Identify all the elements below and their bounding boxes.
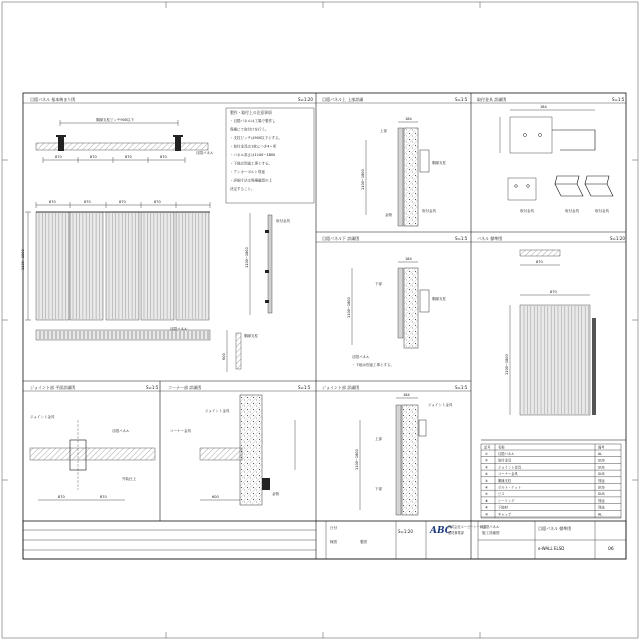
tb-drawing-title: 施工詳細図 — [482, 531, 500, 535]
span-dim-3: 870 — [125, 155, 132, 159]
upper-wall — [404, 128, 418, 226]
note-line: ・詳細寸法は現場確認の上 — [230, 178, 272, 183]
tb-date-label: 日付 — [330, 526, 337, 530]
view-bracket-detail — [500, 105, 613, 213]
frame-scale-bm: S=1:5 — [298, 385, 311, 390]
std-width-dim: 870 — [550, 290, 557, 294]
upper-bracket — [420, 150, 429, 172]
legend-mark: ⑩ — [485, 512, 488, 517]
frame-scale-tl: S=1:20 — [298, 97, 313, 102]
frame-title-tm: 目隠パネル上 上部詳細 — [322, 97, 364, 102]
corner-fitting-label: コーナー金具 — [170, 429, 191, 433]
side-section-panel — [268, 215, 272, 313]
bracket-plan-label: 取付金具 — [520, 209, 534, 213]
view-panel-standard — [505, 250, 596, 415]
view-joint-detail — [355, 393, 453, 515]
side-post-label: 胴縁支柱 — [244, 334, 258, 338]
upper-metal-label: 金物 — [385, 213, 392, 217]
legend-mark: ⑨ — [485, 505, 488, 510]
company-name: 株式会社エービーシー商会 — [448, 525, 487, 529]
tb-sheet-no: 06 — [608, 547, 614, 552]
frame-scale-mm: S=1:5 — [455, 236, 468, 241]
side-bracket-label: 取付金具 — [276, 219, 290, 223]
upper-bracket-label: 取付金具 — [422, 209, 436, 213]
strip-label: 目隠パネル — [170, 327, 188, 331]
jd-height-dim: 1100~1800 — [355, 449, 359, 470]
view-corner — [170, 395, 295, 505]
note-line: ・取付金具は1枚につき4ヶ所 — [230, 144, 277, 149]
legend-note: 別途 — [598, 478, 605, 483]
corner-panel — [200, 448, 242, 460]
legend-mark: ④ — [485, 472, 488, 477]
upper-top-label: 上部 — [380, 129, 387, 133]
jd-panel — [396, 405, 401, 515]
legend-rows — [481, 451, 621, 517]
joint-dim-2: 870 — [100, 495, 107, 499]
frame-scale-bl: S=1:5 — [146, 385, 159, 390]
std-panel — [520, 305, 590, 415]
legend-mark: ③ — [485, 465, 488, 470]
note-line: ・支柱ピッチは900以下とする。 — [230, 136, 283, 140]
legend-note: AL — [598, 512, 603, 517]
elev-panel — [106, 212, 139, 320]
legend-mark: ⑥ — [485, 485, 488, 490]
lower-dim-184: 184 — [405, 257, 412, 261]
frame-title-bm: コーナー部 詳細図 — [168, 385, 202, 390]
legend-head-note: 備考 — [598, 445, 605, 450]
view-upper-detail — [361, 117, 446, 226]
note-line: ・パネル高さは1100~1800 — [230, 153, 276, 157]
joint-dim-1: 870 — [58, 495, 65, 499]
legend-mark: ⑤ — [485, 478, 488, 483]
legend-name: キャップ — [498, 512, 512, 517]
legend-table — [481, 444, 621, 518]
legend-name: コーナー金具 — [498, 472, 518, 477]
joint-outer-label: 外装仕上 — [122, 477, 136, 481]
frame-title-bl: ジョイント部 平面詳細図 — [30, 385, 76, 390]
joint-panel-section — [30, 448, 155, 460]
frame-title-mm: 目隠パネル下 詳細図 — [322, 236, 360, 241]
legend-mark: ② — [485, 458, 488, 463]
frame-title-bmm: ジョイント部 詳細図 — [322, 385, 360, 390]
std-post — [592, 318, 596, 415]
tb-draw-label: 製図 — [360, 540, 367, 544]
frame-scale-mr: S=1:20 — [610, 236, 625, 241]
joint-panel-label: 目隠パネル — [112, 429, 130, 433]
tb-drawing-name: 目隠パネル — [482, 525, 500, 529]
jd-wall — [402, 405, 418, 515]
legend-note: SUS — [598, 472, 605, 477]
upper-panel — [398, 128, 403, 226]
legend-name: ビス — [498, 492, 505, 497]
company-dept: 建材事業部 — [448, 531, 464, 535]
elevation-panels — [36, 212, 210, 320]
tb-check-label: 検図 — [330, 540, 337, 544]
legend-name: ジョイント金具 — [498, 465, 522, 470]
notes-title: 製作・取付上の注意事項 — [230, 110, 272, 115]
notes-box — [226, 108, 314, 203]
legend-note: SUS — [598, 485, 605, 490]
elev-panel — [36, 212, 69, 320]
legend-name: 胴縁支柱 — [498, 478, 512, 483]
legend-head-mark: 記号 — [484, 445, 491, 450]
upper-post-label: 胴縁支柱 — [432, 161, 446, 165]
lower-wall — [404, 268, 418, 348]
note-line: 決定すること。 — [230, 187, 255, 191]
note-line: ・下地は別途工事とする。 — [230, 161, 272, 166]
frame-scale-bmm: S=1:5 — [455, 385, 468, 390]
plan-panel-label: 目隠パネル — [196, 151, 214, 155]
lower-note: ・下地は別途工事とする。 — [352, 363, 394, 367]
jd-dim: 184 — [403, 393, 410, 397]
note-line: 現場にて取付けを行う。 — [230, 127, 269, 132]
legend-mark: ⑧ — [485, 498, 488, 503]
legend-name: ボルト・ナット — [498, 485, 522, 490]
legend-note: AL — [598, 452, 603, 456]
side-post-dim: 600 — [222, 353, 226, 360]
legend-head-name: 名称 — [498, 445, 505, 450]
lower-post-label: 胴縁支柱 — [432, 297, 446, 301]
std-top-dim: 870 — [536, 260, 543, 264]
upper-height-dim: 1100~1800 — [361, 169, 365, 190]
legend-mark: ⑦ — [485, 492, 488, 497]
corner-metal-label: 金物 — [272, 492, 279, 496]
view-joint-plan — [30, 414, 155, 500]
jd-top-label: 上部 — [375, 437, 382, 441]
lower-panel — [398, 268, 403, 338]
frame-title-tr: 取付金具 詳細図 — [477, 97, 507, 102]
span-dim-4: 870 — [160, 155, 167, 159]
corner-fitting — [262, 478, 270, 490]
tb-product: e-WALL ELSD — [538, 546, 565, 551]
bracket-dim: 184 — [540, 105, 547, 109]
legend-note: SUS — [598, 458, 605, 463]
bracket-iso-label-1: 取付金具 — [565, 209, 579, 213]
notes-lines — [230, 118, 282, 191]
elev-dim-4: 870 — [154, 200, 161, 204]
legend-name: 目隠パネル — [498, 452, 515, 456]
legend-note: 別途 — [598, 505, 605, 510]
legend-name: シーリング — [498, 498, 515, 503]
note-line: ・アンカーボルト別途 — [230, 170, 265, 174]
frame-title-mr: パネル 標準図 — [477, 236, 503, 241]
company-logo: ABC — [430, 526, 452, 536]
side-height-dim: 1100~1800 — [245, 247, 249, 268]
legend-note: SUS — [598, 465, 605, 470]
std-height-dim: 1100~1800 — [505, 354, 509, 375]
pitch-label: 胴縁支柱ピッチ900以下 — [96, 118, 135, 122]
view-lower-detail — [347, 257, 446, 367]
note-line: ・目隠パネルは工場で製作し — [230, 119, 276, 123]
lower-height-dim: 1100~1800 — [347, 297, 351, 318]
bracket-iso-label-2: 取付金具 — [595, 209, 609, 213]
lower-panel-label: 目隠パネル — [352, 355, 370, 359]
corner-joint-label: ジョイント金具 — [205, 409, 230, 413]
lower-bracket — [420, 290, 429, 312]
title-block — [23, 521, 626, 559]
frame-scale-tm: S=1:5 — [455, 97, 468, 102]
elev-panel — [70, 212, 103, 320]
elev-dim-1: 870 — [49, 200, 56, 204]
elev-panel — [141, 212, 174, 320]
corner-wall — [240, 395, 262, 505]
jd-bottom-label: 下部 — [375, 487, 382, 491]
std-top-cap — [520, 250, 560, 256]
span-dim-2: 870 — [90, 155, 97, 159]
lower-bottom-label: 下部 — [375, 282, 382, 286]
elev-dim-2: 870 — [84, 200, 91, 204]
elev-panel — [176, 212, 209, 320]
legend-note: SUS — [598, 492, 605, 497]
legend-note: 別途 — [598, 498, 605, 503]
frame-scale-tr: S=1:5 — [612, 97, 625, 102]
joint-fitting-label: ジョイント金具 — [30, 415, 55, 419]
elev-dim-3: 870 — [119, 200, 126, 204]
span-dim-1: 870 — [55, 155, 62, 159]
elev-height-dim: 1100~1800 — [21, 249, 25, 270]
jd-fitting-label: ジョイント金具 — [428, 403, 453, 407]
corner-dim: 600 — [212, 495, 219, 499]
tb-scale: S=1:20 — [398, 529, 413, 534]
legend-name: 取付金具 — [498, 458, 512, 463]
frame-title-tl: 目隠パネル 基本納まり図 — [30, 97, 76, 102]
tb-product-desc: 目隠パネル 標準図 — [538, 526, 572, 531]
legend-mark: ① — [485, 452, 488, 456]
legend-name: 下地材 — [498, 505, 508, 510]
upper-dim-184: 184 — [405, 117, 412, 121]
side-post — [236, 333, 241, 369]
